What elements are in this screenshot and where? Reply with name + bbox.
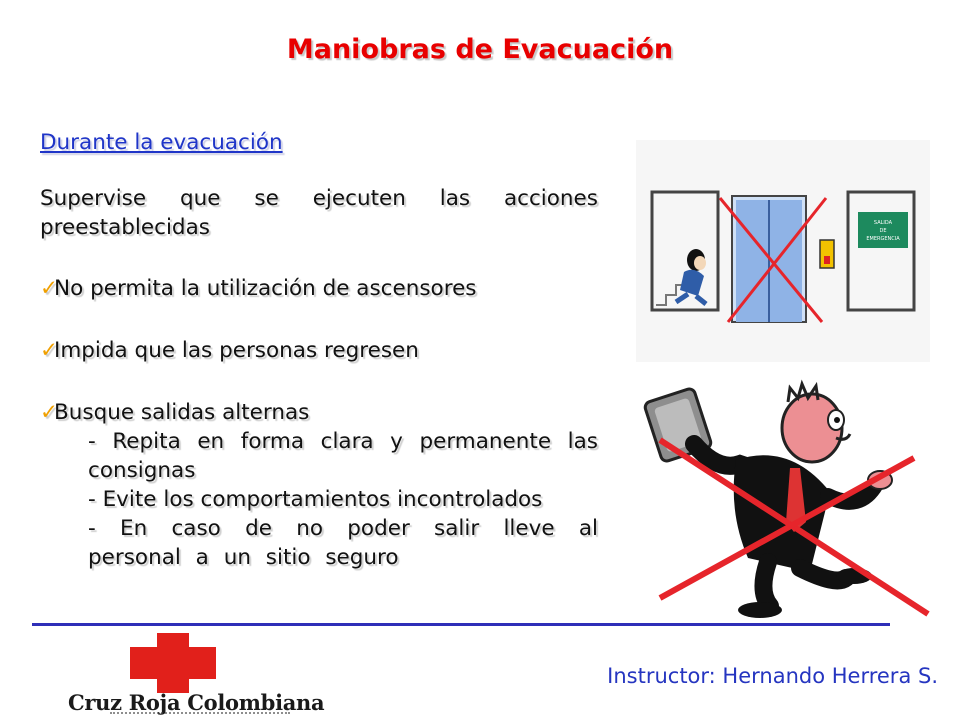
red-cross-logo-bar [130,647,216,679]
content-body [40,128,598,572]
bullet-item [40,398,598,427]
bullet-text: No permita la utilización de ascensores [54,276,477,301]
checkmark-icon: ✓ [40,276,59,301]
slide-title: Maniobras de Evacuación [286,34,674,65]
bullet-item [40,336,598,365]
subitem: - En caso de no poder salir lleve al personal a un sitio seguro [88,516,598,570]
exit-sign-line1: SALIDA [873,220,893,226]
organization-subline [110,712,290,722]
bullet-text: Busque salidas alternas [54,400,310,425]
bullet-text: Impida que las personas regresen [54,338,419,363]
bullet-item [40,274,598,303]
checkmark-icon: ✓ [40,338,59,363]
footer-divider [32,623,890,626]
checkmark-icon: ✓ [40,400,59,425]
instructor-credit: Instructor: Hernando Herrera S. [607,664,938,688]
exit-sign-line3: EMERGENCIA [866,236,900,242]
subitem: - Evite los comportamientos incontrolados [88,487,543,512]
section-subtitle: Durante la evacuación [40,130,283,155]
exit-sign-line2: DE [879,228,887,234]
running-man-illustration [640,372,940,622]
subitem-list [88,427,598,572]
subitem: - Repita en forma clara y permanente las consignas [88,429,598,483]
organization-name: Cruz Roja Colombiana [68,690,325,715]
elevator-illustration [636,140,930,362]
intro-text: Supervise que se ejecuten las acciones preestablecidas [40,186,598,240]
